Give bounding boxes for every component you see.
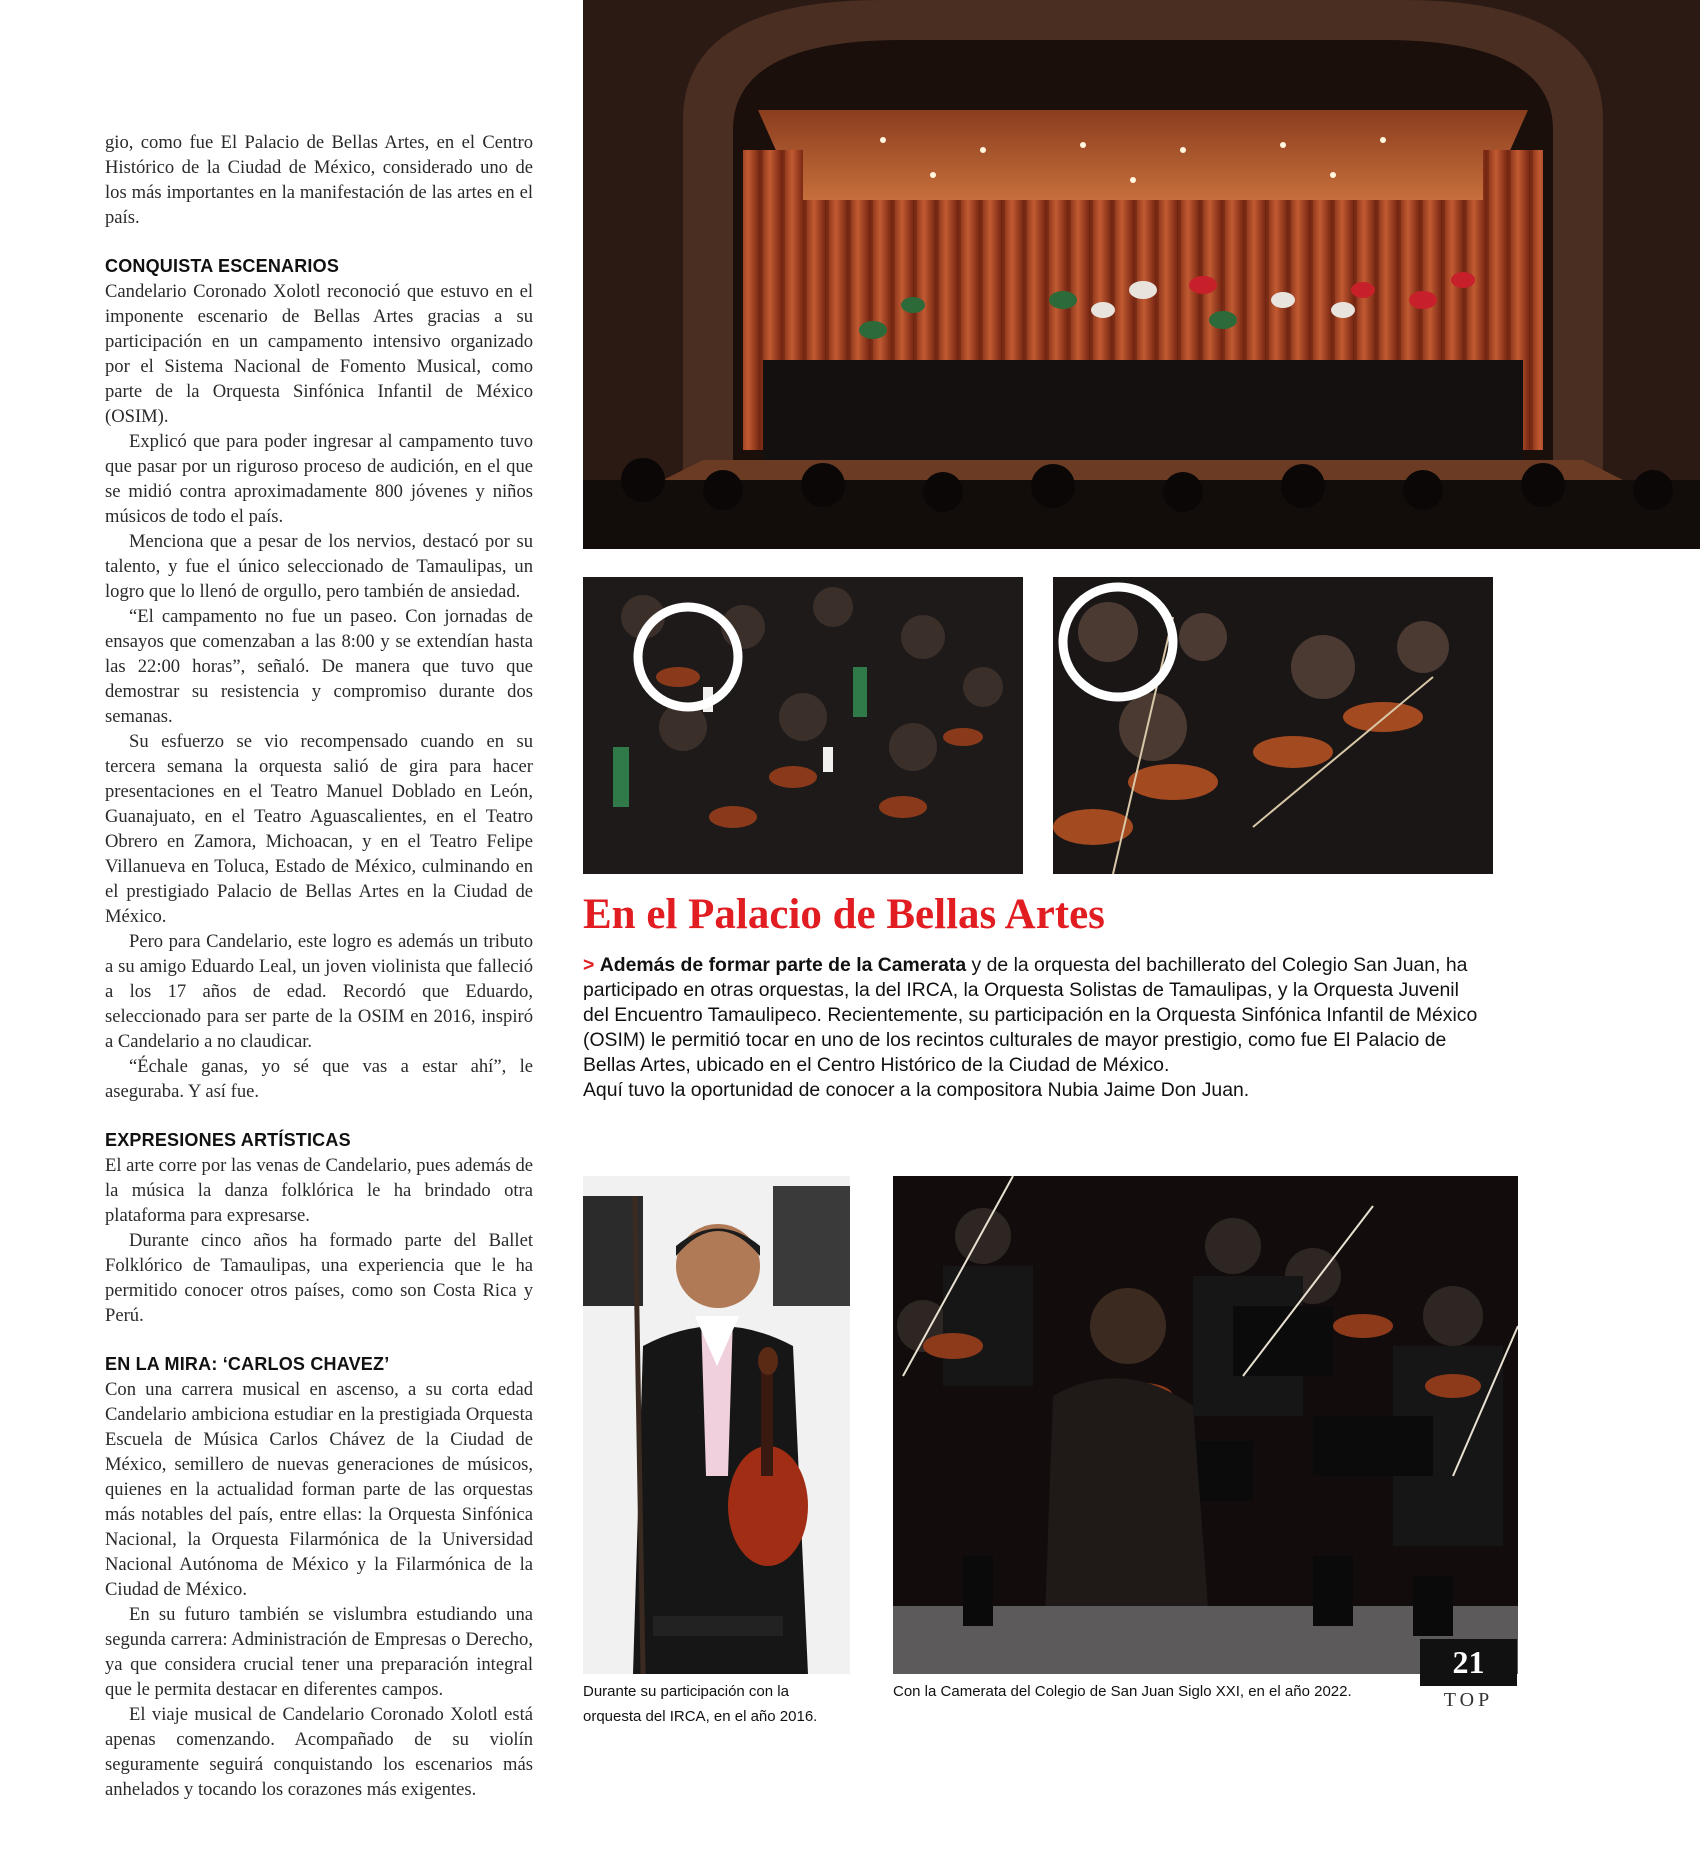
section-heading-conquista: CONQUISTA ESCENARIOS: [105, 256, 340, 276]
paragraph: “El campamento no fue un paseo. Con jornadas de ensayos que comenzaban a las 8:00 y se extendían hasta las 22:00 horas”, señaló. De manera que tuvo que demostrar su resistencia y compromiso durante dos semanas.: [105, 606, 533, 727]
boy-with-violin-photo: [583, 1176, 850, 1674]
caption-irca: Durante su participación con la orquesta del IRCA, en el año 2016.: [583, 1683, 818, 1725]
paragraph: Explicó que para poder ingresar al campamento tuvo que pasar por un riguroso proceso de audición, en el que se midió contra aproximadamente 800 jóvenes y niños músicos de todo el país.: [105, 431, 533, 527]
lede-body: y de la orquesta del bachillerato del Colegio San Juan, ha participado en otras orquestas, la del IRCA, la Orquesta Solistas de Tamaulipas, y la Orquesta Juvenil del Encuentro Tamaulipeco. Recientemente, su participación en la Orquesta Sinfónica Infantil de México (OSIM) le permitió tocar en uno de los recintos culturales de mayor prestigio, como fue El Palacio de Bellas Artes, ubicado en el Centro Histórico de la Ciudad de México.: [583, 954, 1478, 1076]
section-heading-carlos-chavez: EN LA MIRA: ‘CARLOS CHAVEZ’: [105, 1354, 390, 1374]
paragraph: Candelario Coronado Xolotl reconoció que estuvo en el imponente escenario de Bellas Artes gracias a su participación en un campamento intensivo organizado por el Sistema Nacional de Fomento Musical, como parte de la Orquesta Sinfónica Infantil de México (OSIM).: [105, 281, 533, 427]
page-number: 21: [1420, 1639, 1517, 1686]
paragraph: En su futuro también se vislumbra estudiando una segunda carrera: Administración de Empresas o Derecho, ya que considera crucial tener una preparación integral que le permita destacar en diferentes campos.: [105, 1604, 533, 1700]
magazine-label: TOP: [1443, 1689, 1494, 1711]
paragraph: Su esfuerzo se vio recompensado cuando en su tercera semana la orquesta salió de gira para hacer presentaciones en el Teatro Manuel Doblado en León, Guanajuato, en el Teatro Aguascalientes, en el Teatro Obrero en Zamora, Michoacan, y en el Teatro Felipe Villanueva en Toluca, Estado de México, culminando en el prestigiado Palacio de Bellas Artes en la Ciudad de México.: [105, 731, 533, 927]
paragraph: Con una carrera musical en ascenso, a su corta edad Candelario ambiciona estudiar en la prestigiada Orquesta Escuela de Música Carlos Chávez de la Ciudad de México, semillero de nuevas generaciones de músicos, quienes en la actualidad forman parte de las orquestas más notables del país, entre ellas: la Orquesta Sinfónica Nacional, la Orquesta Filarmónica de la Universidad Nacional Autónoma de México y la Filarmónica de la Ciudad de México.: [105, 1379, 533, 1600]
intro-paragraph: gio, como fue El Palacio de Bellas Artes, en el Centro Histórico de la Ciudad de México, considerado uno de los más importantes en la manifestación de las artes en el país.: [105, 132, 533, 228]
bellas-artes-stage-photo: [583, 0, 1700, 549]
paragraph: El arte corre por las venas de Candelario, pues además de la música la danza folklórica le ha brindado otra plataforma para expresarse.: [105, 1155, 533, 1226]
paragraph: Durante cinco años ha formado parte del Ballet Folklórico de Tamaulipas, una experiencia que le ha permitido conocer otros países, como son Costa Rica y Perú.: [105, 1230, 533, 1326]
paragraph: Pero para Candelario, este logro es además un tributo a su amigo Eduardo Leal, un joven violinista que falleció a los 17 años de edad. Recordó que Eduardo, seleccionado para ser parte de la OSIM en 2016, inspiró a Candelario a no claudicar.: [105, 931, 533, 1052]
camerata-photo: [893, 1176, 1518, 1674]
section-heading-expresiones: EXPRESIONES ARTÍSTICAS: [105, 1130, 351, 1150]
orchestra-photo-right: [1053, 577, 1493, 874]
feature-lede: [583, 953, 1483, 1103]
lede-bold-lead: Además de formar parte de la Camerata: [599, 954, 967, 976]
left-article-column: [105, 130, 533, 1802]
orchestra-photo-left: [583, 577, 1023, 874]
paragraph: “Échale ganas, yo sé que vas a estar ahí”, le aseguraba. Y así fue.: [105, 1056, 533, 1102]
caption-camerata: Con la Camerata del Colegio de San Juan Siglo XXI, en el año 2022.: [893, 1683, 1352, 1700]
lede-line2: Aquí tuvo la oportunidad de conocer a la compositora Nubia Jaime Don Juan.: [583, 1079, 1250, 1101]
feature-headline: En el Palacio de Bellas Artes: [583, 891, 1105, 938]
lede-arrow: >: [583, 954, 595, 976]
paragraph: El viaje musical de Candelario Coronado Xolotl está apenas comenzando. Acompañado de su violín seguramente seguirá conquistando los escenarios más anhelados y tocando los corazones más exigentes.: [105, 1704, 533, 1800]
paragraph: Menciona que a pesar de los nervios, destacó por su talento, y fue el único seleccionado de Tamaulipas, un logro que lo llenó de orgullo, pero también de ansiedad.: [105, 531, 533, 602]
